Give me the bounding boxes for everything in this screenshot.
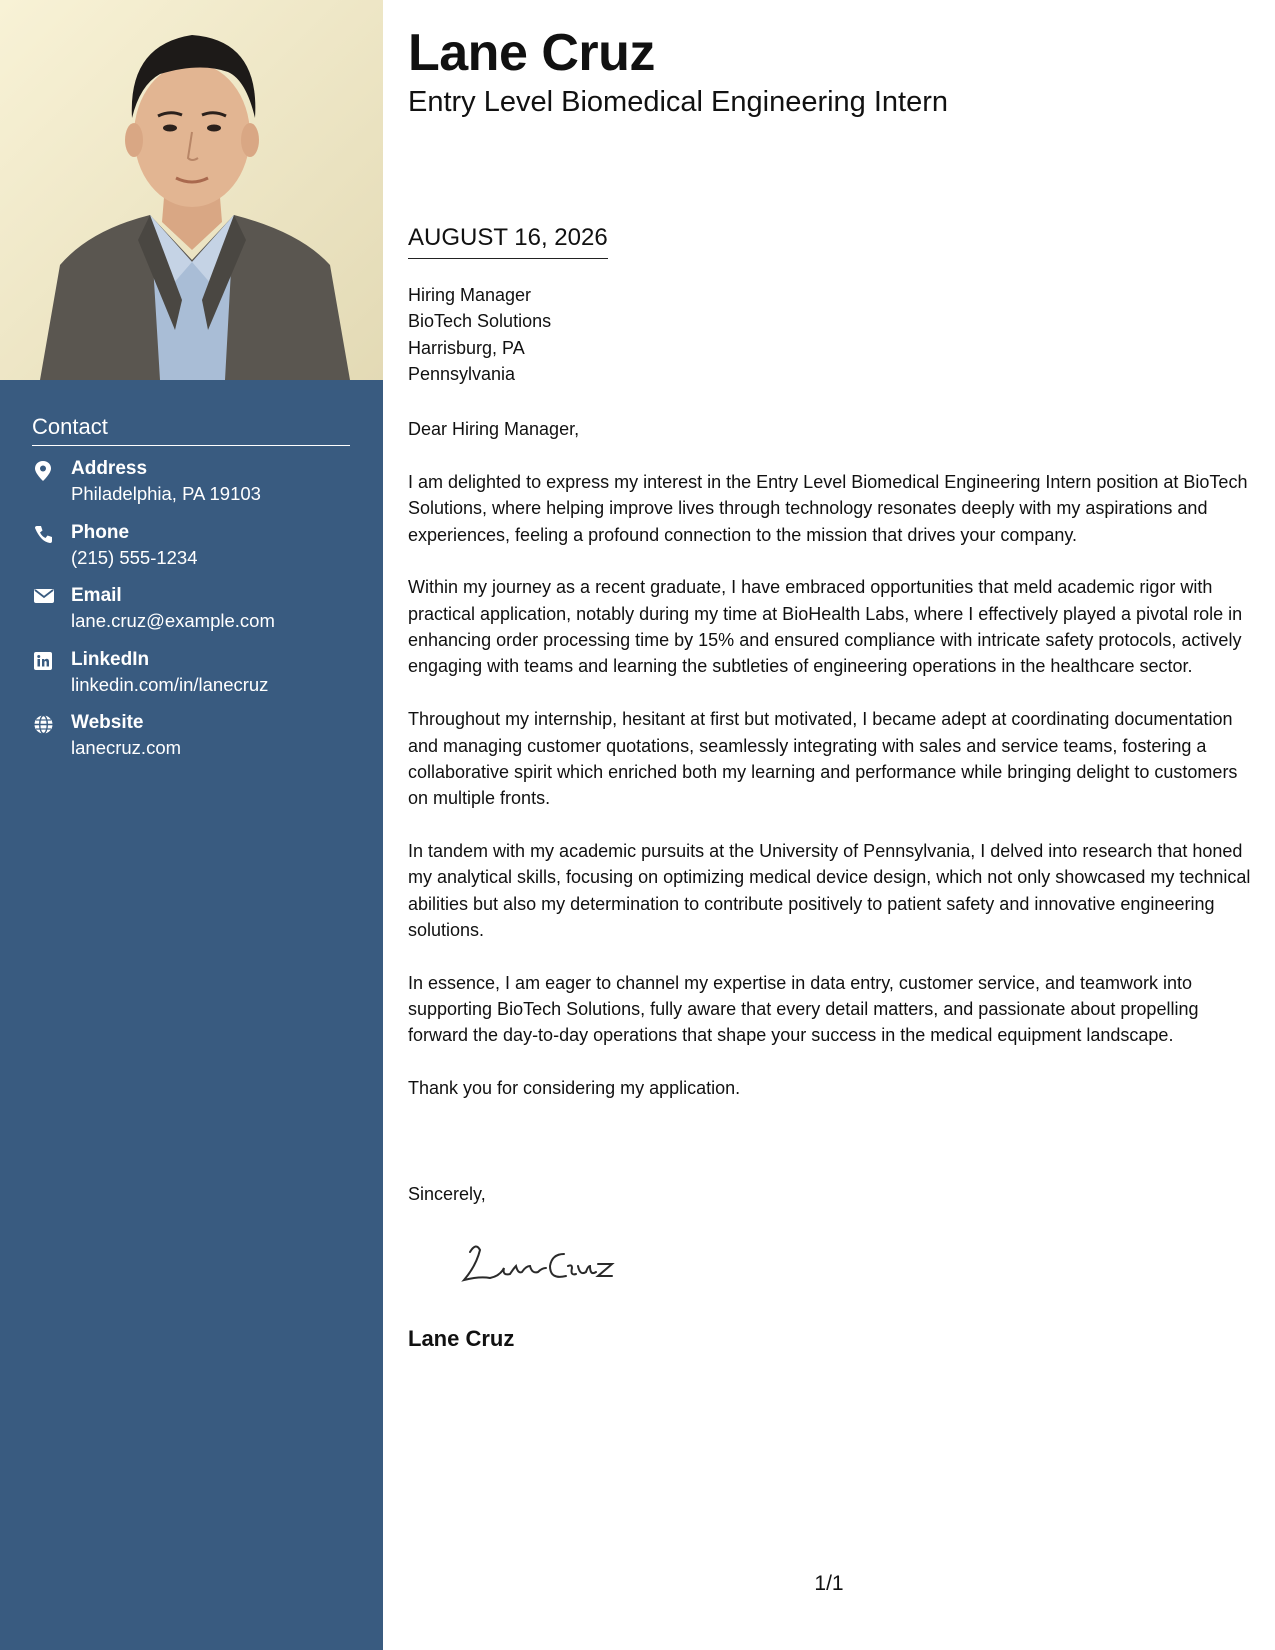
- contact-value: linkedin.com/in/lanecruz: [71, 673, 269, 695]
- paragraph: In tandem with my academic pursuits at the University of Pennsylvania, I delved into research that honed my analytical skills, focusing on optimizing medical device design, which not only showcased my technical abilities but also my determination to contribute positively to patient safety and innovative engineering solutions.: [408, 841, 1251, 940]
- map-pin-icon: [34, 461, 52, 479]
- handwritten-signature: [456, 1236, 626, 1301]
- envelope-icon: [34, 588, 52, 606]
- letter-date: AUGUST 16, 2026: [408, 222, 608, 259]
- sidebar: [0, 0, 383, 1650]
- contact-label: Website: [71, 712, 144, 733]
- closing: Sincerely,: [408, 1184, 486, 1204]
- page-number: 1/1: [814, 1572, 844, 1595]
- signer-name: Lane Cruz: [408, 1326, 515, 1351]
- salutation: Dear Hiring Manager,: [408, 419, 580, 439]
- linkedin-icon: [34, 652, 52, 670]
- phone-icon: [34, 525, 52, 543]
- paragraph: I am delighted to express my interest in the Entry Level Biomedical Engineering Intern position at BioTech Solutions, where helping improve lives through technology resonates deeply with my aspirations and experiences, feeling a profound connection to the mission that drives your company.: [408, 472, 1248, 545]
- job-title: Entry Level Biomedical Engineering Intern: [408, 86, 949, 118]
- profile-photo: [0, 0, 383, 380]
- contact-linkedin: [32, 648, 350, 712]
- contact-heading: Contact: [32, 413, 350, 446]
- applicant-name: Lane Cruz: [408, 24, 655, 82]
- letter-paragraphs: [408, 469, 1253, 1128]
- paragraph: Within my journey as a recent graduate, I have embraced opportunities that meld academic rigor with practical application, notably during my time at BioHealth Labs, where I effectively played a pivotal role in enhancing order processing time by 15% and ensured compliance with intricate safety protocols, actively engaging with teams and learning the subtleties of engineering operations in the healthcare sector.: [408, 577, 1243, 677]
- recipient-line: Harrisburg, PA: [408, 337, 525, 358]
- contact-section: [32, 413, 350, 775]
- portrait-illustration: [0, 0, 383, 380]
- paragraph: Thank you for considering my application.: [408, 1078, 741, 1099]
- contact-label: LinkedIn: [71, 648, 150, 670]
- recipient-line: Hiring Manager: [408, 285, 532, 305]
- contact-phone: [32, 521, 350, 585]
- globe-icon: [34, 715, 52, 733]
- contact-label: Phone: [71, 521, 130, 543]
- contact-label: Email: [71, 585, 122, 606]
- paragraph: Throughout my internship, hesitant at first but motivated, I became adept at coordinating documentation and managing customer quotations, seamlessly integrating with sales and service teams, fostering a collaborative spirit which enriched both my learning and performance while bringing delight to customers on multiple fronts.: [408, 709, 1238, 809]
- contact-value: Philadelphia, PA 19103: [71, 483, 261, 504]
- recipient-line: Pennsylvania: [408, 363, 516, 384]
- recipient-line: BioTech Solutions: [408, 311, 552, 332]
- contact-value: lanecruz.com: [71, 737, 182, 758]
- recipient-block: [408, 282, 551, 387]
- contact-value: lane.cruz@example.com: [71, 610, 275, 631]
- contact-website: [32, 711, 350, 775]
- contact-email: [32, 584, 350, 648]
- contact-value: (215) 555-1234: [71, 546, 198, 568]
- paragraph: In essence, I am eager to channel my expertise in data entry, customer service, and teamwork into supporting BioTech Solutions, fully aware that every detail matters, and passionate about propelling forward the day-to-day operations that shape your success in the medical equipment landscape.: [408, 972, 1199, 1046]
- contact-label: Address: [71, 458, 148, 479]
- contact-address: [32, 457, 350, 521]
